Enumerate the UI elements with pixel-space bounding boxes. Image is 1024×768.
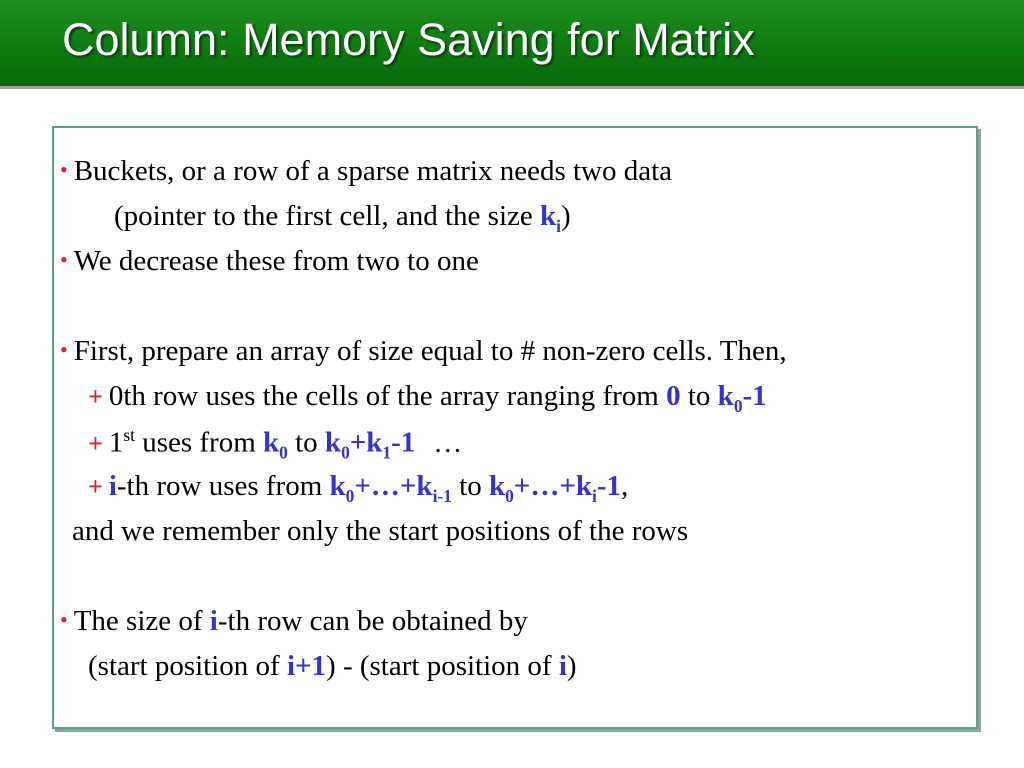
sub-line-3 bbox=[88, 472, 628, 505]
bullet-line-2 bbox=[60, 247, 479, 276]
sub-line-1 bbox=[88, 382, 767, 415]
var-sub: 0 bbox=[345, 485, 355, 506]
bullet-icon: • bbox=[60, 157, 68, 182]
var-i: i+1 bbox=[286, 650, 327, 682]
var-sub: 1 bbox=[382, 442, 392, 463]
bullet-line-4 bbox=[60, 607, 528, 636]
var-i: i bbox=[209, 605, 218, 637]
text: 0th row uses the cells of the array ranging from bbox=[108, 380, 667, 412]
var-k: +…+k bbox=[354, 470, 433, 502]
bullet-line-3 bbox=[60, 337, 787, 366]
var-k: k bbox=[717, 380, 734, 412]
var-k: k bbox=[324, 426, 342, 459]
var-k: k bbox=[263, 426, 280, 459]
var-sub: 0 bbox=[733, 395, 743, 416]
var-i: i bbox=[558, 650, 567, 682]
text: to bbox=[680, 380, 718, 412]
text: and we remember only the start positions of the rows bbox=[72, 515, 689, 547]
text: ) - (start position of bbox=[326, 650, 559, 682]
text: Buckets, or a row of a sparse matrix needs two data bbox=[73, 155, 673, 187]
var-k: k bbox=[329, 470, 346, 502]
text: to bbox=[451, 470, 489, 502]
var-k: k bbox=[540, 200, 557, 232]
text: uses from bbox=[134, 426, 264, 459]
text: ) bbox=[560, 200, 571, 232]
text: ) bbox=[566, 650, 577, 682]
text: , bbox=[621, 470, 629, 502]
superscript: st bbox=[123, 425, 135, 445]
text: (start position of bbox=[88, 650, 287, 682]
sub-line-2 bbox=[88, 427, 462, 462]
text: -th row uses from bbox=[116, 470, 330, 502]
var-minus: -1 bbox=[742, 380, 767, 412]
var-i: i bbox=[108, 470, 117, 502]
var-sub: 0 bbox=[341, 442, 350, 463]
ellipsis: … bbox=[433, 426, 463, 459]
var-sub: 0 bbox=[505, 485, 514, 506]
bullet-line-1-cont bbox=[114, 202, 571, 235]
plus-icon: + bbox=[88, 472, 103, 501]
var-minus: -1 bbox=[596, 470, 621, 502]
text: We decrease these from two to one bbox=[73, 245, 479, 277]
var-k: +k bbox=[349, 426, 383, 459]
bullet-line-1 bbox=[60, 157, 672, 186]
text: The size of bbox=[73, 605, 210, 637]
plus-icon: + bbox=[88, 428, 103, 458]
var-sub: 0 bbox=[279, 442, 288, 463]
var-sub: i-1 bbox=[432, 485, 452, 506]
text: First, prepare an array of size equal to # non-zero cells. Then, bbox=[73, 335, 787, 367]
var-k: +…+k bbox=[513, 470, 592, 502]
text: -th row can be obtained by bbox=[217, 605, 528, 637]
remember-line bbox=[72, 517, 688, 546]
bullet-icon: • bbox=[60, 337, 68, 362]
text: 1 bbox=[108, 426, 124, 459]
var-k: k bbox=[488, 470, 506, 502]
var-sub: i bbox=[556, 215, 561, 236]
var-minus: -1 bbox=[391, 426, 416, 459]
bullet-icon: • bbox=[60, 247, 68, 272]
title-bar bbox=[0, 0, 1024, 89]
bullet-line-4-cont bbox=[88, 652, 577, 681]
var-sub: i bbox=[591, 485, 597, 506]
text: (pointer to the first cell, and the size bbox=[114, 200, 540, 232]
slide-title: Column: Memory Saving for Matrix bbox=[62, 14, 755, 65]
var-zero: 0 bbox=[666, 380, 681, 412]
plus-icon: + bbox=[88, 382, 103, 411]
text: to bbox=[287, 426, 325, 459]
bullet-icon: • bbox=[60, 607, 68, 632]
